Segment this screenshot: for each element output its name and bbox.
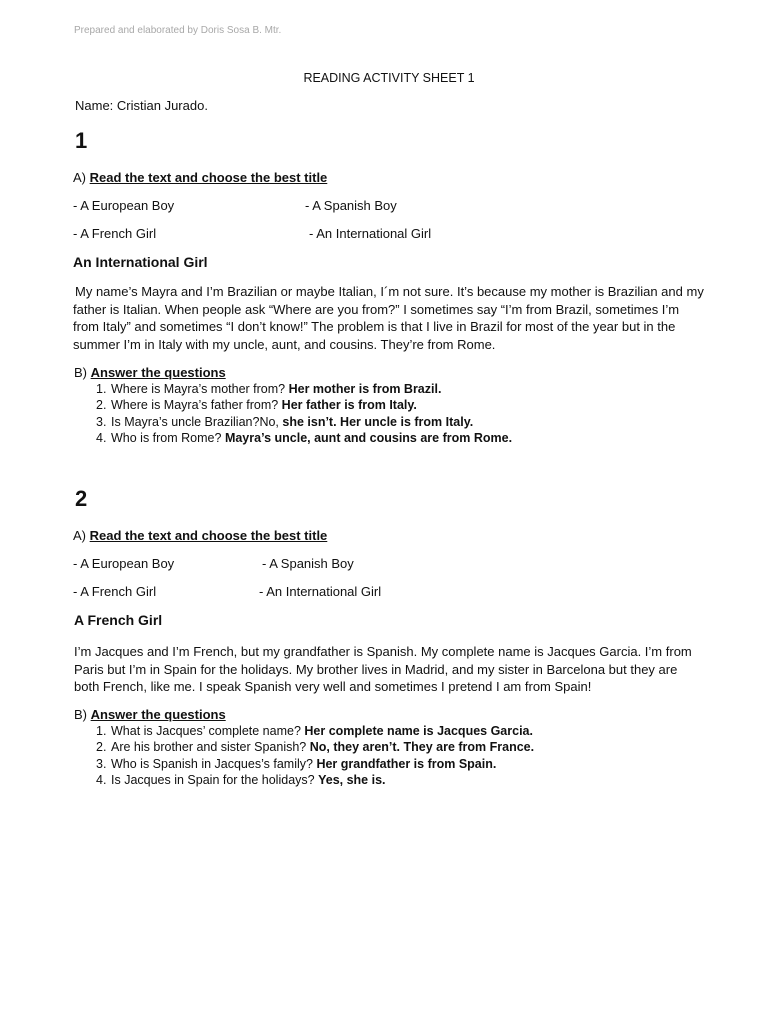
title-option: - A French Girl — [73, 226, 157, 241]
question-text: Who is Spanish in Jacques’s family? — [111, 756, 313, 771]
page-header: Prepared and elaborated by Doris Sosa B. Mtr. — [74, 25, 282, 36]
question-item — [96, 756, 534, 772]
question-list — [96, 723, 534, 788]
part-b-prefix: B) — [74, 707, 87, 722]
question-number: 2. — [96, 740, 107, 755]
student-name: Name: Cristian Jurado. — [75, 98, 208, 113]
part-a-instruction — [73, 528, 327, 543]
part-b-prefix: B) — [74, 365, 87, 380]
answer-text: Her mother is from Brazil. — [288, 382, 442, 396]
title-option: - A Spanish Boy — [305, 198, 397, 213]
question-text: Where is Mayra’s father from? — [111, 398, 279, 413]
question-item — [96, 739, 534, 755]
part-b-instruction — [74, 365, 226, 380]
question-item — [96, 397, 512, 413]
part-b-instruction — [74, 707, 226, 722]
question-number: 4. — [96, 430, 107, 445]
part-a-prefix: A) — [73, 528, 86, 543]
answer-text: Her complete name is Jacques Garcia. — [304, 724, 533, 738]
title-option: - A French Girl — [73, 584, 157, 599]
part-a-label: Read the text and choose the best title — [89, 528, 328, 543]
answer-text: she isn’t. Her uncle is from Italy. — [282, 414, 474, 429]
story-paragraph — [73, 283, 713, 354]
title-option: - An International Girl — [259, 584, 382, 599]
paragraph-line: I’m Jacques and I’m French, but my grandfather is Spanish. My complete name is Jacques Garcia. I’m from — [74, 644, 692, 659]
title-option: - A Spanish Boy — [262, 556, 354, 571]
question-number: 4. — [96, 772, 107, 787]
question-text: Who is from Rome? — [111, 430, 222, 445]
question-number: 1. — [96, 724, 107, 738]
answer-text: Yes, she is. — [318, 772, 386, 787]
paragraph-line: father is Italian. When people ask “Where are you from?” I sometimes say “I’m from Brazil, sometimes I’m — [73, 301, 680, 317]
answer-text: Mayra’s uncle, aunt and cousins are from Rome. — [224, 430, 513, 445]
paragraph-line: My name’s Mayra and I’m Brazilian or maybe Italian, I´m not sure. It’s because my mother is Brazilian and my — [75, 284, 704, 299]
question-text: Is Mayra’s uncle Brazilian?No, — [111, 414, 279, 429]
story-paragraph — [74, 643, 714, 696]
question-number: 3. — [96, 414, 107, 429]
question-item — [96, 414, 512, 430]
question-text: Is Jacques in Spain for the holidays? — [111, 772, 315, 787]
part-b-label: Answer the questions — [90, 707, 226, 722]
question-text: Are his brother and sister Spanish? — [111, 740, 307, 755]
question-number: 1. — [96, 382, 107, 396]
document-title: READING ACTIVITY SHEET 1 — [303, 71, 475, 85]
question-item — [96, 772, 534, 788]
story-title: A French Girl — [74, 612, 163, 628]
question-item — [96, 723, 534, 739]
answer-text: No, they aren’t. They are from France. — [309, 740, 535, 755]
question-number: 2. — [96, 398, 107, 413]
story-title: An International Girl — [73, 254, 208, 270]
title-option: - A European Boy — [73, 556, 175, 571]
title-option: - An International Girl — [309, 226, 432, 241]
paragraph-line: both French, like me. I speak Spanish very well and sometimes I pretend I am from Spain! — [74, 679, 592, 695]
paragraph-line: summer I’m in Italy with my uncle, aunt, and cousins. They’re from Rome. — [73, 337, 496, 353]
question-item — [96, 430, 512, 446]
part-a-instruction — [73, 170, 327, 185]
question-item — [96, 381, 512, 397]
section-number: 2 — [75, 486, 88, 511]
paragraph-line: from Italy” and sometimes “I don’t know!” The problem is that I live in Brazil for most of the year but in the — [73, 319, 676, 335]
question-number: 3. — [96, 756, 107, 771]
section-number: 1 — [75, 128, 88, 153]
part-a-prefix: A) — [73, 170, 86, 185]
question-text: What is Jacques’ complete name? — [111, 724, 301, 738]
title-option: - A European Boy — [73, 198, 175, 213]
question-text: Where is Mayra’s mother from? — [111, 382, 286, 396]
answer-text: Her father is from Italy. — [281, 398, 417, 413]
question-list — [96, 381, 512, 446]
part-b-label: Answer the questions — [90, 365, 226, 380]
answer-text: Her grandfather is from Spain. — [316, 756, 497, 771]
part-a-label: Read the text and choose the best title — [89, 170, 328, 185]
paragraph-line: Paris but I’m in Spain for the holidays. My brother lives in Madrid, and my sister in Barcelona but they are — [74, 661, 678, 677]
